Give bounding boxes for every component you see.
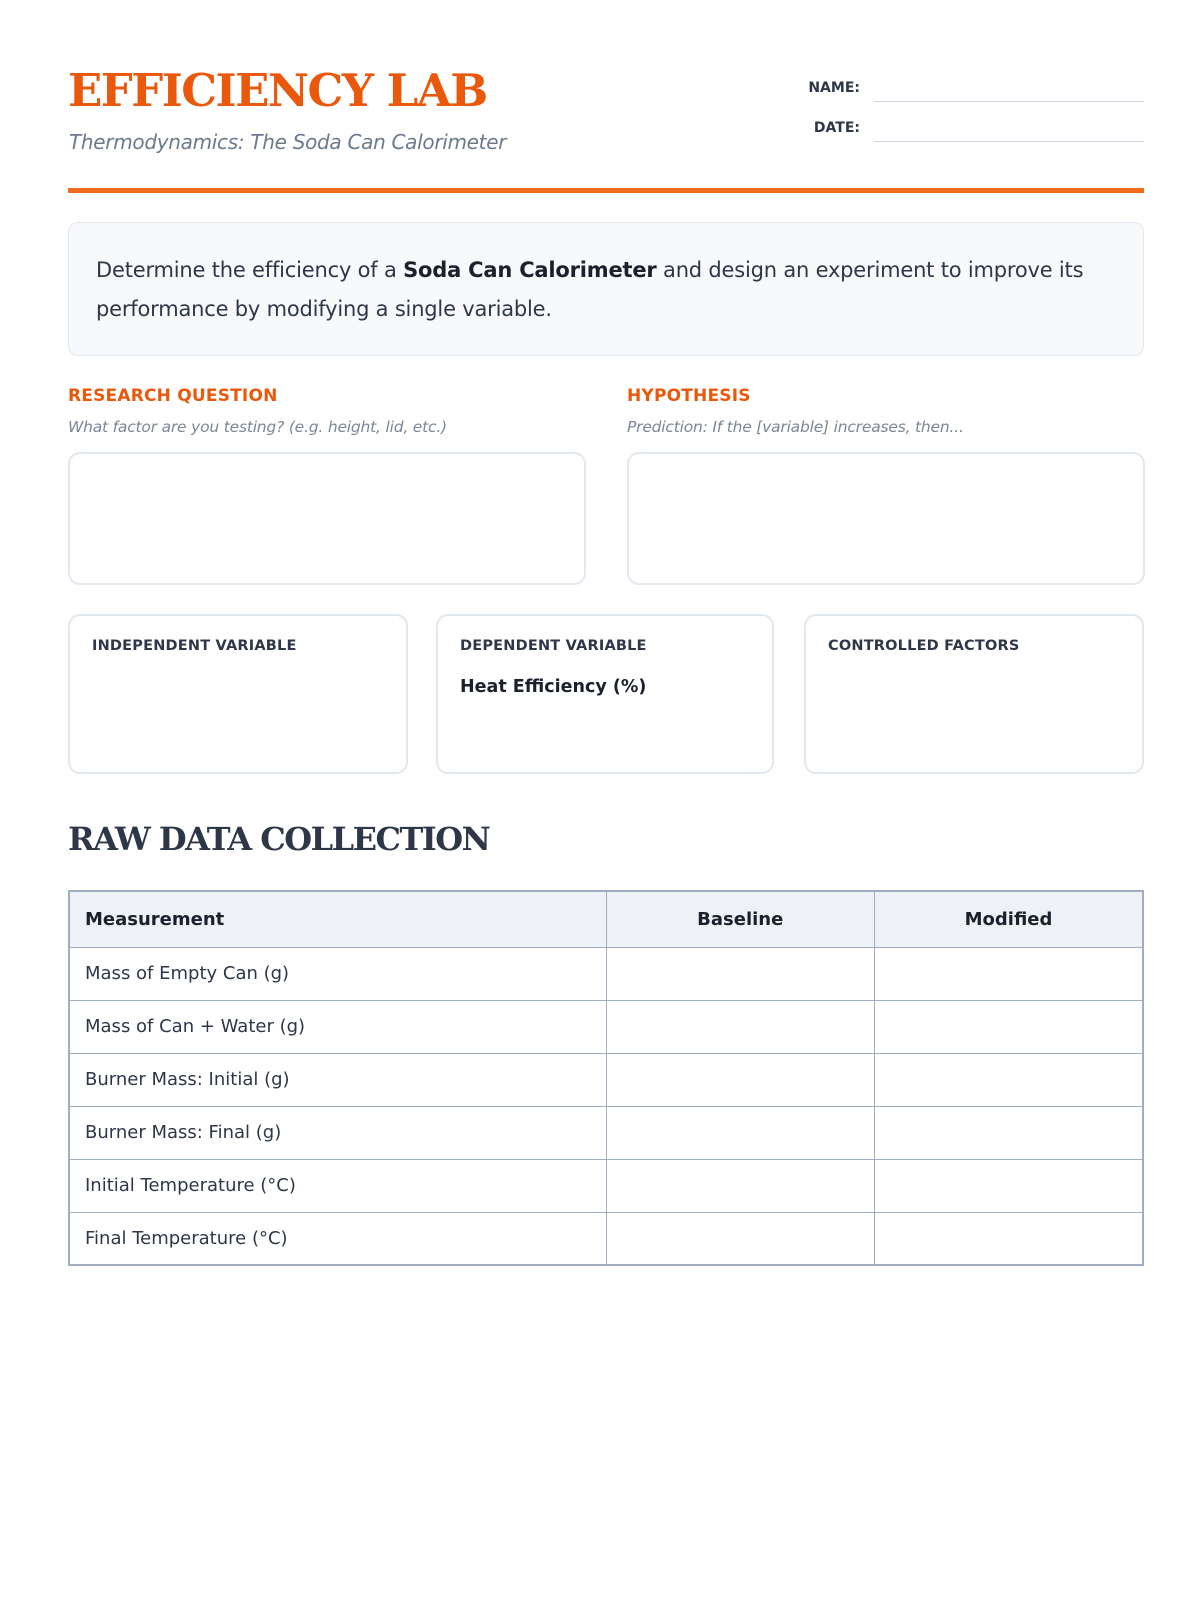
column-header-measurement: Measurement [69, 891, 606, 947]
baseline-cell[interactable] [606, 1212, 875, 1265]
table-row [69, 1000, 1143, 1053]
page-subtitle: Thermodynamics: The Soda Can Calorimeter [69, 130, 507, 154]
dependent-variable-value: Heat Efficiency (%) [460, 677, 647, 697]
independent-variable-box[interactable] [68, 614, 408, 774]
modified-cell[interactable] [875, 1106, 1144, 1159]
table-row [69, 1106, 1143, 1159]
dependent-variable-label: DEPENDENT VARIABLE [460, 638, 647, 654]
intro-text-after: and design an experiment to improve its performance by modifying a single variable. [96, 258, 1084, 321]
measurement-cell: Mass of Can + Water (g) [69, 1000, 606, 1053]
table-row [69, 1053, 1143, 1106]
modified-cell[interactable] [875, 1212, 1144, 1265]
baseline-cell[interactable] [606, 1159, 875, 1212]
table-row [69, 947, 1143, 1000]
controlled-factors-label: CONTROLLED FACTORS [828, 638, 1020, 654]
baseline-cell[interactable] [606, 1000, 875, 1053]
raw-data-heading: RAW DATA COLLECTION [68, 820, 490, 858]
baseline-cell[interactable] [606, 1106, 875, 1159]
name-row [804, 70, 1144, 102]
header-divider [68, 188, 1144, 193]
name-field[interactable] [874, 73, 1144, 102]
date-row [804, 110, 1144, 142]
controlled-factors-box[interactable] [804, 614, 1144, 774]
baseline-cell[interactable] [606, 947, 875, 1000]
date-label: DATE: [813, 120, 860, 136]
hypothesis-field[interactable] [627, 452, 1145, 585]
column-header-modified: Modified [875, 891, 1144, 947]
research-question-field[interactable] [68, 452, 586, 585]
research-question-section [68, 386, 586, 436]
student-info [804, 70, 1144, 150]
measurement-cell: Initial Temperature (°C) [69, 1159, 606, 1212]
table-row [69, 1159, 1143, 1212]
hypothesis-hint: Prediction: If the [variable] increases, then... [627, 418, 964, 436]
measurement-cell: Burner Mass: Final (g) [69, 1106, 606, 1159]
worksheet-page [68, 0, 1144, 1249]
independent-variable-label: INDEPENDENT VARIABLE [92, 638, 297, 654]
worksheet-header [68, 0, 1144, 192]
table-row [69, 1212, 1143, 1265]
name-label: NAME: [808, 80, 860, 96]
baseline-cell[interactable] [606, 1053, 875, 1106]
intro-text-before: Determine the efficiency of a [96, 258, 404, 282]
dependent-variable-box[interactable] [436, 614, 774, 774]
measurement-cell: Final Temperature (°C) [69, 1212, 606, 1265]
hypothesis-label: HYPOTHESIS [627, 386, 751, 406]
page-title: EFFICIENCY LAB [68, 64, 487, 117]
intro-box [68, 222, 1144, 356]
column-header-baseline: Baseline [606, 891, 875, 947]
raw-data-table [68, 890, 1144, 1266]
modified-cell[interactable] [875, 1159, 1144, 1212]
date-field[interactable] [874, 113, 1144, 142]
research-question-label: RESEARCH QUESTION [68, 386, 278, 406]
measurement-cell: Mass of Empty Can (g) [69, 947, 606, 1000]
modified-cell[interactable] [875, 947, 1144, 1000]
modified-cell[interactable] [875, 1000, 1144, 1053]
measurement-cell: Burner Mass: Initial (g) [69, 1053, 606, 1106]
modified-cell[interactable] [875, 1053, 1144, 1106]
table-header-row [69, 891, 1143, 947]
research-question-hint: What factor are you testing? (e.g. height, lid, etc.) [68, 418, 447, 436]
hypothesis-section [627, 386, 1145, 436]
intro-text-bold: Soda Can Calorimeter [403, 258, 657, 282]
